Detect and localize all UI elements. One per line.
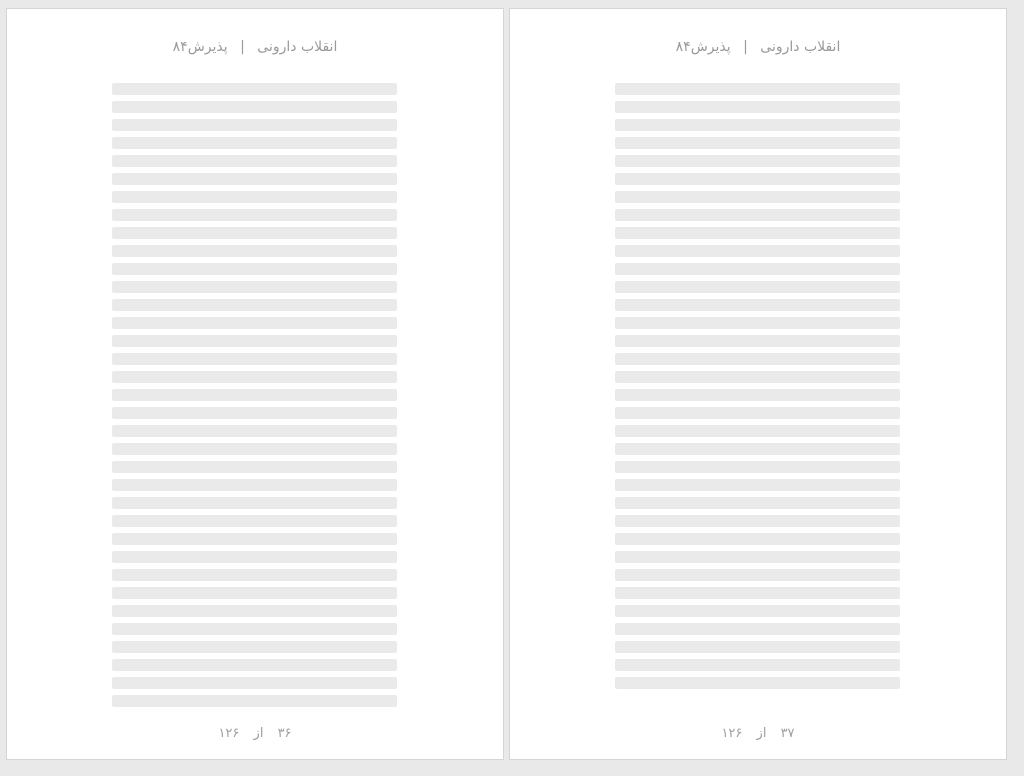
- paragraph: [112, 353, 397, 545]
- paragraph: [615, 83, 900, 167]
- page-number: [7, 726, 503, 741]
- header-separator: |: [743, 39, 748, 55]
- paragraph: [112, 551, 397, 707]
- page-of-label: از: [253, 726, 264, 741]
- section-title: پذیرش۸۴: [675, 39, 731, 55]
- paragraph: [615, 173, 900, 365]
- paragraph: [615, 371, 900, 563]
- current-page: ۳۷: [780, 726, 795, 741]
- page-body: [112, 77, 397, 713]
- page-of-label: از: [756, 726, 767, 741]
- total-pages: ۱۲۶: [721, 726, 743, 741]
- page-right: [509, 8, 1007, 760]
- page-number: [510, 726, 1006, 741]
- book-title: انقلاب دارونی: [760, 39, 841, 55]
- paragraph: [615, 569, 900, 689]
- total-pages: ۱۲۶: [218, 726, 240, 741]
- current-page: ۳۶: [277, 726, 292, 741]
- paragraph: [112, 83, 397, 347]
- section-title: پذیرش۸۴: [172, 39, 228, 55]
- page-body: [615, 77, 900, 695]
- page-header: [510, 39, 1006, 55]
- page-header: [7, 39, 503, 55]
- header-separator: |: [240, 39, 245, 55]
- book-title: انقلاب دارونی: [257, 39, 338, 55]
- page-left: [6, 8, 504, 760]
